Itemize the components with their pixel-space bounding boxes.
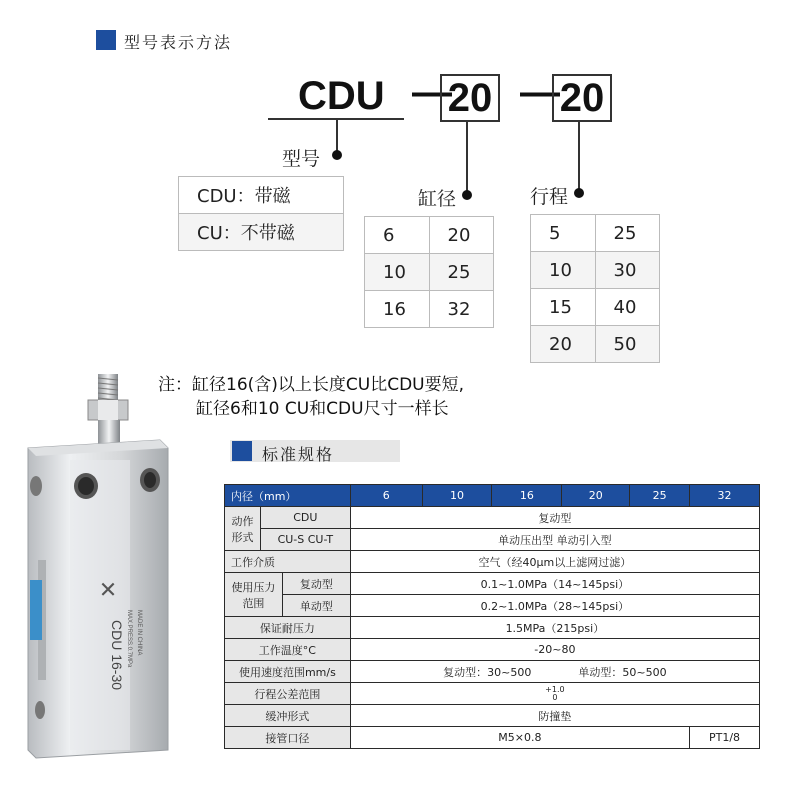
bore-cell: 16 xyxy=(365,291,430,328)
table-row xyxy=(225,507,760,529)
option-cell: CDU：带磁 xyxy=(179,177,344,214)
model-options-table xyxy=(178,176,344,251)
size-cell: 6 xyxy=(350,485,422,507)
size-cell: 20 xyxy=(562,485,630,507)
table-row xyxy=(225,705,760,727)
spec-section-title: 标准规格 xyxy=(262,445,335,464)
model-label: 型号 xyxy=(282,148,321,170)
product-body-text: CDU 16-30 xyxy=(109,620,125,691)
size-cell: 10 xyxy=(422,485,492,507)
model-code: CDU xyxy=(298,74,385,118)
table-row xyxy=(531,252,660,289)
table-row xyxy=(225,529,760,551)
stroke-cell: 50 xyxy=(595,326,660,363)
table-row xyxy=(225,683,760,705)
cylinder-illustration xyxy=(0,370,220,770)
dash-2: — xyxy=(520,70,560,114)
table-row xyxy=(225,617,760,639)
cdu-label: CDU xyxy=(260,507,350,529)
temp-label: 工作温度°C xyxy=(225,639,351,661)
cdu-value: 复动型 xyxy=(350,507,759,529)
bore-table xyxy=(364,216,494,328)
port-value-2: PT1/8 xyxy=(690,727,760,749)
cus-value: 单动压出型 单动引入型 xyxy=(350,529,759,551)
spec-table xyxy=(224,484,760,749)
stroke-cell: 30 xyxy=(595,252,660,289)
stroke-cell: 25 xyxy=(595,215,660,252)
table-row xyxy=(225,727,760,749)
speed-value-1: 复动型：30~500 xyxy=(443,665,532,679)
tolerance-upper: +1.0 xyxy=(545,684,565,694)
dash-1: — xyxy=(412,70,452,114)
medium-label: 工作介质 xyxy=(225,551,351,573)
stroke-dot-icon xyxy=(574,188,584,198)
double-label: 复动型 xyxy=(282,573,350,595)
cylinder-product-image xyxy=(0,370,220,770)
header-label: 内径（mm） xyxy=(225,485,351,507)
temp-value: -20~80 xyxy=(350,639,759,661)
speed-value-2: 单动型：50~500 xyxy=(578,665,667,679)
double-value: 0.1~1.0MPa（14~145psi） xyxy=(350,573,759,595)
bore-box: 20 xyxy=(440,74,500,122)
stroke-label: 行程 xyxy=(530,186,569,208)
stroke-cell: 5 xyxy=(531,215,596,252)
table-row xyxy=(225,661,760,683)
table-row xyxy=(365,254,494,291)
option-cell: CU：不带磁 xyxy=(179,214,344,251)
bore-cell: 20 xyxy=(429,217,494,254)
bore-cell: 32 xyxy=(429,291,494,328)
table-row xyxy=(225,639,760,661)
speed-label: 使用速度范围mm/s xyxy=(225,661,351,683)
single-label: 单动型 xyxy=(282,595,350,617)
stroke-box: 20 xyxy=(552,74,612,122)
model-section-title: 型号表示方法 xyxy=(124,33,233,52)
tolerance-value xyxy=(350,683,759,705)
stroke-table xyxy=(530,214,660,363)
size-cell: 25 xyxy=(630,485,690,507)
stroke-cell: 15 xyxy=(531,289,596,326)
action-form-label: 动作形式 xyxy=(225,507,261,551)
size-cell: 32 xyxy=(690,485,760,507)
tolerance-label: 行程公差范围 xyxy=(225,683,351,705)
proof-value: 1.5MPa（215psi） xyxy=(350,617,759,639)
stroke-cell: 10 xyxy=(531,252,596,289)
proof-label: 保证耐压力 xyxy=(225,617,351,639)
section-marker-icon xyxy=(96,30,116,50)
table-row xyxy=(179,177,344,214)
speed-value xyxy=(350,661,759,683)
medium-value: 空气（经40μm以上滤网过滤） xyxy=(350,551,759,573)
pressure-label: 使用压力范围 xyxy=(225,573,283,617)
cushion-label: 缓冲形式 xyxy=(225,705,351,727)
svg-text:✕: ✕ xyxy=(95,580,120,599)
table-row xyxy=(225,485,760,507)
bore-label: 缸径 xyxy=(418,188,457,210)
table-row xyxy=(531,289,660,326)
cushion-value: 防撞垫 xyxy=(350,705,759,727)
size-cell: 16 xyxy=(492,485,562,507)
tolerance-lower: 0 xyxy=(552,692,558,702)
product-small-text-1: MAX.PRESS.0.7MPa xyxy=(126,610,132,668)
model-dot-icon xyxy=(332,150,342,160)
cus-label: CU-S CU-T xyxy=(260,529,350,551)
section-marker-icon xyxy=(232,441,252,461)
port-label: 接管口径 xyxy=(225,727,351,749)
table-row xyxy=(225,595,760,617)
note-line-1: 注：缸径16(含)以上长度CU比CDU要短, xyxy=(158,375,465,395)
stroke-cell: 20 xyxy=(531,326,596,363)
table-row xyxy=(179,214,344,251)
table-row xyxy=(225,551,760,573)
bore-cell: 10 xyxy=(365,254,430,291)
bore-leader xyxy=(466,120,468,196)
bore-cell: 25 xyxy=(429,254,494,291)
port-value-1: M5×0.8 xyxy=(350,727,689,749)
stroke-cell: 40 xyxy=(595,289,660,326)
single-value: 0.2~1.0MPa（28~145psi） xyxy=(350,595,759,617)
product-small-text-2: MADE IN CHINA xyxy=(136,610,142,656)
table-row xyxy=(531,326,660,363)
stroke-leader xyxy=(578,120,580,194)
note-line-2: 缸径6和10 CU和CDU尺寸一样长 xyxy=(196,399,449,419)
table-row xyxy=(365,291,494,328)
table-row xyxy=(365,217,494,254)
bore-cell: 6 xyxy=(365,217,430,254)
table-row xyxy=(531,215,660,252)
table-row xyxy=(225,573,760,595)
bore-dot-icon xyxy=(462,190,472,200)
